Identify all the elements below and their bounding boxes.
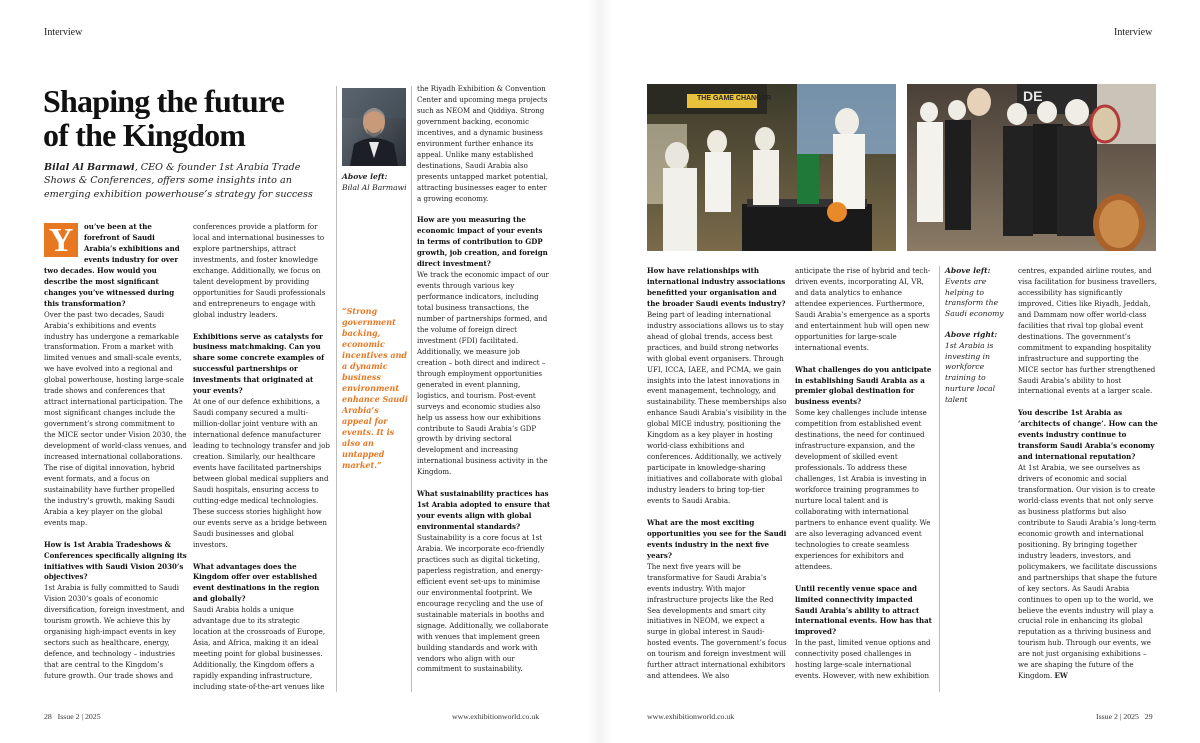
answer-7: Being part of leading international industry associations allows us to stay ahead of global trends, access best practices, and build strong networks with global event organisers. Through UFI, ICCA, IAEE, and PCMA, we gain insights into the latest innovations in event management, technology, and sustainability. These memberships also enhance Saudi Arabia’s visibility in the global MICE industry, positioning the Kingdom as a key player in hosting world-class exhibitions and conferences. Additionally, we actively participate in knowledge-sharing initiatives and collaborate with global industry leaders to bring top-tier events to Saudi Arabia. bbox=[647, 309, 787, 506]
question-6: What sustainability practices has 1st Arabia adopted to ensure that your events align with global environmental standards? bbox=[417, 489, 551, 532]
column-rule-3 bbox=[939, 266, 940, 692]
title-line-2: of the Kingdom bbox=[43, 117, 246, 153]
column-5 bbox=[795, 266, 933, 700]
question-4: What advantages does the Kingdom offer over established event destinations in the region and globally? bbox=[193, 561, 320, 604]
caption-text-right: 1st Arabia is investing in workforce training to nurture local talent bbox=[945, 340, 996, 404]
column-4 bbox=[647, 266, 787, 700]
portrait-caption-name: Bilal Al Barmawi bbox=[342, 182, 407, 192]
year-right: 2025 bbox=[1123, 712, 1139, 721]
footer-right bbox=[1096, 712, 1153, 721]
question-10: Until recently venue space and limited connectivity impacted Saudi Arabia’s ability to attract international events. How has that improved? bbox=[795, 583, 932, 637]
event-photo-left bbox=[647, 84, 896, 251]
photo-captions bbox=[945, 266, 1009, 406]
page-number-right: 29 bbox=[1144, 712, 1153, 721]
event-photo-right bbox=[907, 84, 1156, 251]
standfirst-text: , CEO & founder 1st Arabia Trade Shows & Conferences, offers some insights into an emerging exhibition powerhouse’s strategy for success bbox=[44, 162, 313, 200]
standfirst bbox=[44, 161, 332, 201]
pull-quote: “Strong government backing, economic incentives and a dynamic business environment enhance Saudi Arabia’s appeal for events. It is also an untapped market.” bbox=[342, 306, 408, 470]
caption-label-left: Above left: bbox=[945, 266, 991, 275]
answer-4-continued: the Riyadh Exhibition & Convention Center and upcoming mega projects such as NEOM and Qiddiya. Strong government backing, economic incentives, and a dynamic business environment further enhance its appeal. Unlike many established destinations, Saudi Arabia also presents untapped market potential, attracting businesses eager to enter a growing economy. bbox=[417, 84, 548, 203]
photo-sign-left: THE GAME CHANGER bbox=[697, 95, 772, 102]
drop-cap: Y bbox=[44, 223, 78, 257]
portrait-caption-label: Above left: bbox=[342, 172, 388, 181]
question-3: Exhibitions serve as catalysts for business matchmaking. Can you share some concrete examples of successful partnerships or investments that originated at your events? bbox=[193, 331, 325, 396]
question-2: How is 1st Arabia Tradeshows & Conferences specifically aligning its initiatives with Saudi Vision 2030’s objectives? bbox=[44, 539, 187, 582]
answer-1: Over the past two decades, Saudi Arabia’s exhibitions and events industry has undergone a remarkable transformation. From a market with limited venues and small-scale events, we have evolved into a regional and global powerhouse, hosting large-scale trade shows and conferences that attract international participation. The most significant changes include the government’s strong commitment to the MICE sector under Vision 2030, the development of world-class venues, and increased international collaborations. The rise of digital innovation, hybrid event formats, and a focus on sustainability have further propelled the industry’s growth, making Saudi Arabia a key player on the global events map. bbox=[44, 309, 187, 527]
answer-8-continued: anticipate the rise of hybrid and tech-driven events, incorporating AI, VR, and data analytics to enhance attendee experiences. Furthermore, Saudi Arabia’s emergence as a sports and entertainment hub will open new opportunities for large-scale international events. bbox=[795, 266, 931, 352]
answer-10-continued: centres, expanded airline routes, and visa facilitation for business travellers, accessibility has significantly improved. Cities like Riyadh, Jeddah, and Dammam now offer world-class facilities that rival top global event destinations. The government’s commitment to expanding hospitality infrastructure and supporting the MICE sector has further strengthened Saudi Arabia’s ability to host international events at a larger scale. bbox=[1018, 266, 1157, 396]
answer-4: Saudi Arabia holds a unique advantage due to its strategic location at the crossroads of Europe, Asia, and Africa, making it an ideal meeting point for global businesses. Additionally, the Kingdom offers a rapidly expanding infrastructure, including state-of-the-art venues like bbox=[193, 605, 326, 691]
answer-8: The next five years will be transformative for Saudi Arabia’s events industry. With major infrastructure projects like the Red Sea developments and smart city initiatives in NEOM, we expect a surge in global interest in Saudi-hosted events. The government’s focus on tourism and foreign investment will further attract international exhibitors and attendees. We also bbox=[647, 561, 787, 681]
column-rule-1 bbox=[336, 86, 337, 692]
page-gutter bbox=[588, 0, 612, 743]
article-title bbox=[43, 84, 333, 152]
column-3 bbox=[417, 84, 551, 700]
end-mark: EW bbox=[1054, 671, 1068, 681]
answer-11: At 1st Arabia, we see ourselves as drivers of economic and social transformation. Our vision is to create world-class events that not only serve as business platforms but also contribute to Saudi Arabia’s long-term economic growth and international positioning. By bringing together industry leaders, investors, and policymakers, we facilitate discussions and partnerships that shape the future of key sectors. As Saudi Arabia continues to open up to the world, we believe the events industry will play a crucial role in enhancing its global reputation as a thriving business and tourism hub. Through our events, we are not just organising exhibitions – we are shaping the future of the Kingdom. bbox=[1018, 463, 1158, 681]
column-7 bbox=[1018, 266, 1158, 700]
year-left: 2025 bbox=[85, 712, 101, 721]
answer-9: Some key challenges include intense competition from established event destinations, the need for continued infrastructure expansion, and the development of skilled event professionals. To address these challenges, 1st Arabia is investing in workforce training programmes to nurture local talent and is collaborating with international partners to enhance event quality. We are also leveraging advanced event technologies to create seamless experiences for exhibitors and attendees. bbox=[795, 408, 931, 571]
portrait-photo bbox=[342, 88, 406, 166]
answer-10: In the past, limited venue options and connectivity posed challenges in hosting large-scale international events. However, with new exhibition bbox=[795, 638, 931, 681]
footer-url-left[interactable]: www.exhibitionworld.co.uk bbox=[452, 712, 540, 721]
section-label-left: Interview bbox=[44, 27, 83, 38]
page-number-left: 28 bbox=[44, 712, 52, 721]
question-8: What are the most exciting opportunities you see for the Saudi events industry in the next five years? bbox=[647, 517, 787, 560]
column-2 bbox=[193, 222, 330, 700]
photo-sign-right: DE bbox=[1023, 88, 1043, 104]
issue-left: Issue 2 bbox=[57, 712, 80, 721]
column-1 bbox=[44, 222, 187, 700]
footer-url-right[interactable]: www.exhibitionworld.co.uk bbox=[647, 712, 735, 721]
title-line-1: Shaping the future bbox=[43, 83, 285, 119]
answer-2: 1st Arabia is fully committed to Saudi Vision 2030’s goals of economic diversification, foreign investment, and tourism growth. We achieve this by organising high-impact events in key sectors such as healthcare, energy, defence, and technology – industries that are central to the Kingdom’s future growth. Our trade shows and bbox=[44, 583, 185, 681]
footer-left bbox=[44, 712, 101, 721]
interviewee-name: Bilal Al Barmawi bbox=[44, 162, 135, 173]
question-11: You describe 1st Arabia as ‘architects of change’. How can the events industry continue to transform Saudi Arabia’s economy and international reputation? bbox=[1018, 408, 1158, 462]
question-9: What challenges do you anticipate in establishing Saudi Arabia as a premier global destination for business events? bbox=[795, 364, 932, 407]
footer-separator-left: | bbox=[81, 712, 84, 721]
caption-label-right: Above right: bbox=[945, 329, 998, 339]
answer-6: Sustainability is a core focus at 1st Arabia. We incorporate eco-friendly practices such as digital ticketing, paperless registration, and energy-efficient event set-ups to minimise our environmental footprint. We encourage recycling and the use of sustainable materials in booths and signage. Additionally, we collaborate with venues that implement green building standards and work with vendors who align with our commitment to sustainability. bbox=[417, 533, 549, 674]
answer-5: We track the economic impact of our events through various key performance indicators, including total business transactions, the number of partnerships formed, and the volume of foreign direct investment (FDI) facilitated. Additionally, we measure job creation – both direct and indirect – through employment opportunities generated in event planning, logistics, and tourism. Post-event surveys and economic studies also help us assess how our exhibitions contribute to Saudi Arabia’s GDP growth by driving sectoral development and increasing international business activity in the Kingdom. bbox=[417, 270, 549, 477]
portrait-caption bbox=[342, 172, 408, 194]
issue-right: Issue 2 bbox=[1096, 712, 1118, 721]
footer-separator-right: | bbox=[1119, 712, 1122, 721]
section-label-right: Interview bbox=[1114, 27, 1153, 38]
question-5: How are you measuring the economic impact of your events in terms of contribution to GDP growth, job creation, and foreign direct investment? bbox=[417, 215, 548, 269]
caption-text-left: Events are helping to transform the Saudi economy bbox=[945, 276, 1004, 319]
question-1: ou’ve been at the forefront of Saudi Arabia’s exhibitions and events industry for over two decades. How would you describe the most significant changes you’ve witnessed during this transformation? bbox=[44, 222, 180, 308]
question-7: How have relationships with international industry associations benefitted your organisation and the broader Saudi events industry? bbox=[647, 266, 786, 308]
answer-2-continued: conferences provide a platform for local and international businesses to explore partnerships, attract investments, and foster knowledge exchange. Additionally, we focus on talent development by providing opportunities for Saudi professionals and entrepreneurs to engage with global industry leaders. bbox=[193, 222, 326, 319]
answer-3: At one of our defence exhibitions, a Saudi company secured a multi-million-dollar joint venture with an international defence manufacturer leading to technology transfer and job creation. Similarly, our healthcare events have facilitated partnerships between global medical suppliers and Saudi hospitals, ensuring access to cutting-edge medical technologies. These success stories highlight how our events serve as a bridge between Saudi businesses and global investors. bbox=[193, 397, 330, 549]
column-rule-2 bbox=[411, 86, 412, 692]
